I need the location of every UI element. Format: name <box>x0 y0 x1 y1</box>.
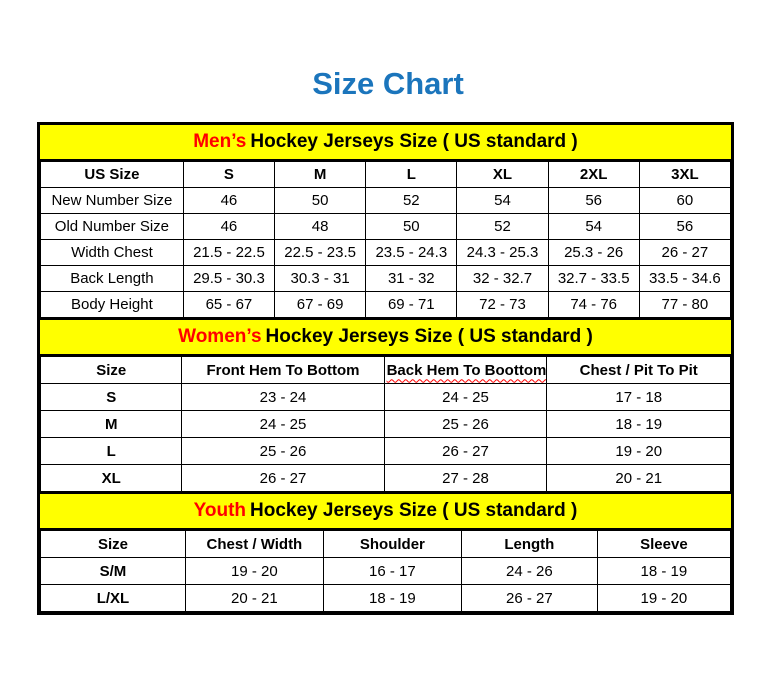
column-header-label: Front Hem To Bottom <box>206 361 360 379</box>
size-value-cell: 21.5 - 22.5 <box>183 240 274 266</box>
column-header-label: Length <box>504 535 555 553</box>
size-value-cell: 24 - 25 <box>384 384 547 411</box>
youth-section <box>40 492 731 612</box>
column-header <box>41 531 186 558</box>
column-header-label: Chest / Width <box>206 535 303 553</box>
size-value-cell: 69 - 71 <box>366 292 457 318</box>
column-header <box>275 162 366 188</box>
column-header <box>597 531 730 558</box>
row-label: Width Chest <box>41 240 184 266</box>
size-value-cell: 24 - 25 <box>182 411 384 438</box>
size-value-cell: 20 - 21 <box>547 465 731 492</box>
womens-size-table <box>40 356 731 492</box>
size-value-cell: 74 - 76 <box>548 292 639 318</box>
column-header <box>183 162 274 188</box>
column-header-label: L <box>406 166 416 183</box>
size-value-cell: 20 - 21 <box>185 585 323 612</box>
column-header-label: Sleeve <box>640 535 688 553</box>
size-value-cell: 26 - 27 <box>639 240 730 266</box>
youth-header-text: Hockey Jerseys Size ( US standard ) <box>250 500 578 521</box>
size-value-cell: 60 <box>639 188 730 214</box>
column-header <box>41 162 184 188</box>
size-value-cell: 19 - 20 <box>597 585 730 612</box>
womens-highlight-label: Women’s <box>178 326 262 347</box>
size-value-cell: 26 - 27 <box>461 585 597 612</box>
header-row <box>41 162 731 188</box>
size-value-cell: 32 - 32.7 <box>457 266 548 292</box>
size-value-cell: 54 <box>548 214 639 240</box>
column-header <box>639 162 730 188</box>
table-row <box>41 438 731 465</box>
row-label: XL <box>41 465 182 492</box>
header-row <box>41 531 731 558</box>
mens-size-table <box>40 161 731 318</box>
table-row <box>41 411 731 438</box>
size-value-cell: 29.5 - 30.3 <box>183 266 274 292</box>
size-chart-container <box>37 122 734 615</box>
column-header <box>366 162 457 188</box>
table-row <box>41 214 731 240</box>
size-value-cell: 16 - 17 <box>323 558 461 585</box>
row-label: Old Number Size <box>41 214 184 240</box>
size-value-cell: 23.5 - 24.3 <box>366 240 457 266</box>
size-value-cell: 19 - 20 <box>185 558 323 585</box>
column-header-label: XL <box>492 166 513 183</box>
size-value-cell: 67 - 69 <box>275 292 366 318</box>
size-value-cell: 30.3 - 31 <box>275 266 366 292</box>
row-label: Body Height <box>41 292 184 318</box>
table-row <box>41 384 731 411</box>
table-row <box>41 465 731 492</box>
column-header-label: 2XL <box>579 166 608 183</box>
youth-section-header <box>40 492 731 530</box>
mens-section-header <box>40 125 731 161</box>
size-value-cell: 25 - 26 <box>182 438 384 465</box>
row-label: S/M <box>41 558 186 585</box>
table-row <box>41 585 731 612</box>
size-value-cell: 27 - 28 <box>384 465 547 492</box>
column-header-label: Size <box>97 535 128 553</box>
size-value-cell: 23 - 24 <box>182 384 384 411</box>
size-value-cell: 26 - 27 <box>182 465 384 492</box>
column-header-label: Shoulder <box>359 535 425 553</box>
size-value-cell: 33.5 - 34.6 <box>639 266 730 292</box>
size-value-cell: 18 - 19 <box>597 558 730 585</box>
size-value-cell: 22.5 - 23.5 <box>275 240 366 266</box>
column-header <box>384 357 547 384</box>
size-value-cell: 17 - 18 <box>547 384 731 411</box>
youth-highlight-label: Youth <box>193 500 247 521</box>
column-header-label: US Size <box>84 166 140 183</box>
column-header <box>185 531 323 558</box>
size-value-cell: 50 <box>366 214 457 240</box>
size-value-cell: 50 <box>275 188 366 214</box>
size-value-cell: 48 <box>275 214 366 240</box>
size-value-cell: 24 - 26 <box>461 558 597 585</box>
size-value-cell: 46 <box>183 214 274 240</box>
size-value-cell: 19 - 20 <box>547 438 731 465</box>
column-header <box>547 357 731 384</box>
table-row <box>41 292 731 318</box>
womens-section-header <box>40 318 731 356</box>
size-value-cell: 54 <box>457 188 548 214</box>
size-value-cell: 25.3 - 26 <box>548 240 639 266</box>
womens-header-text: Hockey Jerseys Size ( US standard ) <box>265 326 593 347</box>
table-row <box>41 558 731 585</box>
header-row <box>41 357 731 384</box>
row-label: S <box>41 384 182 411</box>
size-value-cell: 32.7 - 33.5 <box>548 266 639 292</box>
size-value-cell: 52 <box>366 188 457 214</box>
mens-highlight-label: Men’s <box>193 131 247 152</box>
column-header-label: Chest / Pit To Pit <box>579 361 698 379</box>
mens-header-text: Hockey Jerseys Size ( US standard ) <box>250 131 578 152</box>
size-value-cell: 31 - 32 <box>366 266 457 292</box>
table-row <box>41 188 731 214</box>
size-value-cell: 46 <box>183 188 274 214</box>
column-header <box>182 357 384 384</box>
row-label: New Number Size <box>41 188 184 214</box>
row-label: L/XL <box>41 585 186 612</box>
column-header-label: Size <box>96 361 127 379</box>
row-label: Back Length <box>41 266 184 292</box>
size-value-cell: 77 - 80 <box>639 292 730 318</box>
youth-size-table <box>40 530 731 612</box>
column-header-label: Back Hem To Boottom <box>386 361 547 379</box>
column-header <box>323 531 461 558</box>
row-label: M <box>41 411 182 438</box>
mens-section <box>40 125 731 318</box>
page-title: Size Chart <box>312 66 464 101</box>
size-value-cell: 56 <box>548 188 639 214</box>
size-value-cell: 72 - 73 <box>457 292 548 318</box>
column-header-label: 3XL <box>671 166 699 183</box>
size-value-cell: 56 <box>639 214 730 240</box>
row-label: L <box>41 438 182 465</box>
size-value-cell: 52 <box>457 214 548 240</box>
column-header-label: S <box>223 166 234 183</box>
column-header <box>457 162 548 188</box>
table-row <box>41 266 731 292</box>
column-header <box>41 357 182 384</box>
size-value-cell: 65 - 67 <box>183 292 274 318</box>
size-value-cell: 26 - 27 <box>384 438 547 465</box>
column-header <box>461 531 597 558</box>
size-value-cell: 18 - 19 <box>547 411 731 438</box>
womens-section <box>40 318 731 492</box>
size-value-cell: 24.3 - 25.3 <box>457 240 548 266</box>
column-header <box>548 162 639 188</box>
size-value-cell: 18 - 19 <box>323 585 461 612</box>
size-value-cell: 25 - 26 <box>384 411 547 438</box>
table-row <box>41 240 731 266</box>
column-header-label: M <box>313 166 327 183</box>
